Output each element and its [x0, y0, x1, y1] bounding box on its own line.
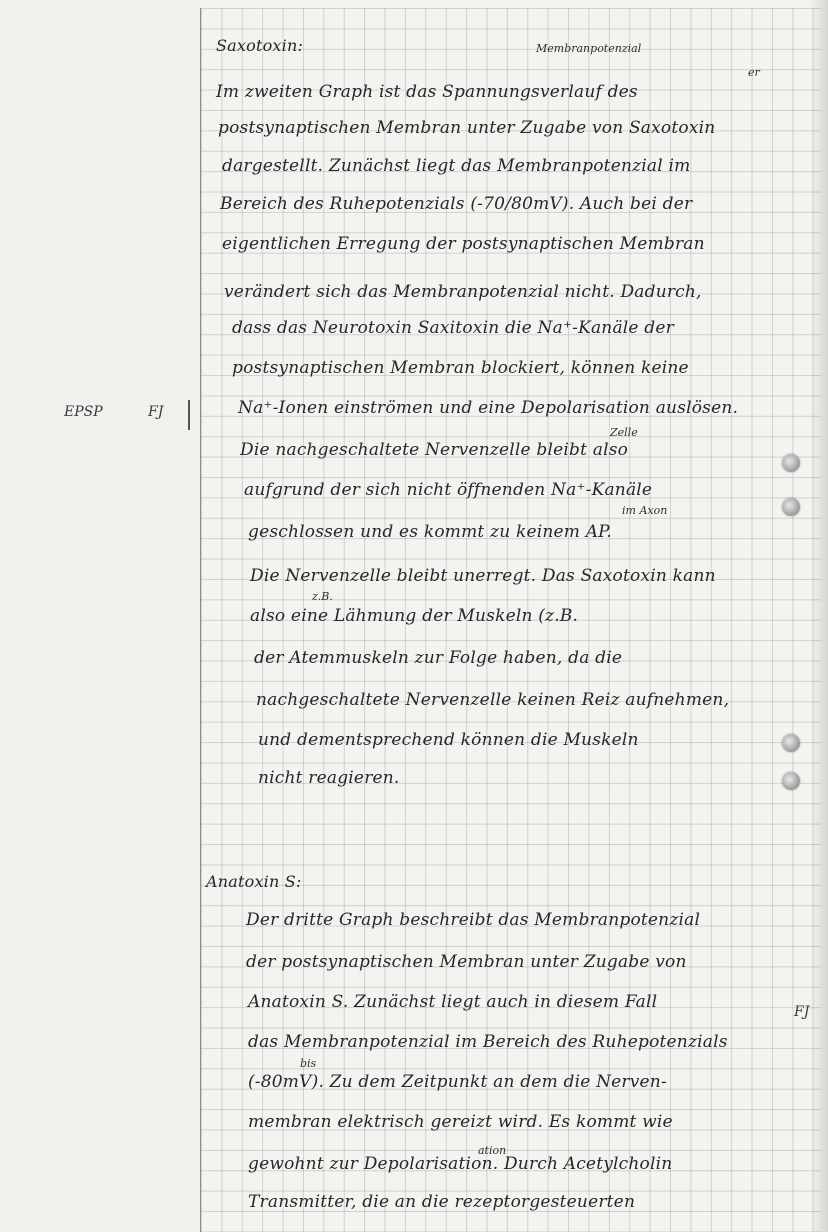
text-line: membran elektrisch gereizt wird. Es kommt wie	[248, 1112, 673, 1132]
text-line: Na⁺-Ionen einströmen und eine Depolarisation auslösen.	[238, 398, 739, 418]
text-line: aufgrund der sich nicht öffnenden Na⁺-Kanäle	[244, 480, 653, 500]
insert-bis: bis	[300, 1057, 317, 1070]
section-heading-anatoxin: Anatoxin S:	[206, 872, 302, 891]
text-line: eigentlichen Erregung der postsynaptischen Membran	[222, 234, 705, 254]
section-heading-saxotoxin: Saxotoxin:	[216, 36, 304, 55]
text-line: Anatoxin S. Zunächst liegt auch in diesem Fall	[248, 992, 658, 1012]
margin-bar	[188, 400, 190, 430]
text-line: dass das Neurotoxin Saxitoxin die Na⁺-Kanäle der	[232, 318, 674, 338]
insert-zelle: Zelle	[610, 426, 638, 439]
insert-er: er	[748, 66, 760, 79]
text-line: (-80mV). Zu dem Zeitpunkt an dem die Nerven-	[248, 1072, 667, 1092]
insert-ation: ation	[478, 1144, 507, 1157]
text-line: das Membranpotenzial im Bereich des Ruhepotenzials	[248, 1032, 728, 1052]
punch-hole	[782, 454, 800, 472]
margin-note-epsp: EPSP	[64, 404, 103, 420]
text-line: Der dritte Graph beschreibt das Membranpotenzial	[246, 910, 701, 930]
page-margin	[0, 0, 200, 1232]
text-line: postsynaptischen Membran unter Zugabe von Saxotoxin	[218, 118, 716, 138]
text-line: Die nachgeschaltete Nervenzelle bleibt also	[240, 440, 629, 460]
punch-hole	[782, 734, 800, 752]
insert-zb: z.B.	[312, 590, 333, 603]
punch-hole	[782, 772, 800, 790]
text-line: Transmitter, die an die rezeptorgesteuerten	[248, 1192, 636, 1212]
text-line: also eine Lähmung der Muskeln (z.B.	[250, 606, 579, 626]
insert-im-axon: im Axon	[622, 504, 668, 517]
text-line: Im zweiten Graph ist das Spannungsverlauf des	[216, 82, 638, 102]
text-line: nachgeschaltete Nervenzelle keinen Reiz aufnehmen,	[256, 690, 730, 710]
margin-note-fs: FJ	[148, 404, 164, 420]
text-line: geschlossen und es kommt zu keinem AP.	[248, 522, 612, 542]
text-line: Die Nervenzelle bleibt unerregt. Das Saxotoxin kann	[250, 566, 716, 586]
text-line: gewohnt zur Depolarisation. Durch Acetylcholin	[248, 1154, 673, 1174]
insert-membranpotenzial: Membranpotenzial	[536, 42, 642, 55]
text-line: nicht reagieren.	[258, 768, 400, 788]
text-line: der Atemmuskeln zur Folge haben, da die	[254, 648, 623, 668]
text-line: postsynaptischen Membran blockiert, können keine	[232, 358, 689, 378]
text-line: Bereich des Ruhepotenzials (-70/80mV). Auch bei der	[220, 194, 693, 214]
page-edge-shadow	[810, 0, 828, 1232]
punch-hole	[782, 498, 800, 516]
text-line: der postsynaptischen Membran unter Zugabe von	[246, 952, 687, 972]
margin-note-fs-2: FJ	[794, 1004, 810, 1020]
text-line: und dementsprechend können die Muskeln	[258, 730, 639, 750]
text-line: verändert sich das Membranpotenzial nicht. Dadurch,	[224, 282, 702, 302]
text-line: dargestellt. Zunächst liegt das Membranpotenzial im	[222, 156, 691, 176]
